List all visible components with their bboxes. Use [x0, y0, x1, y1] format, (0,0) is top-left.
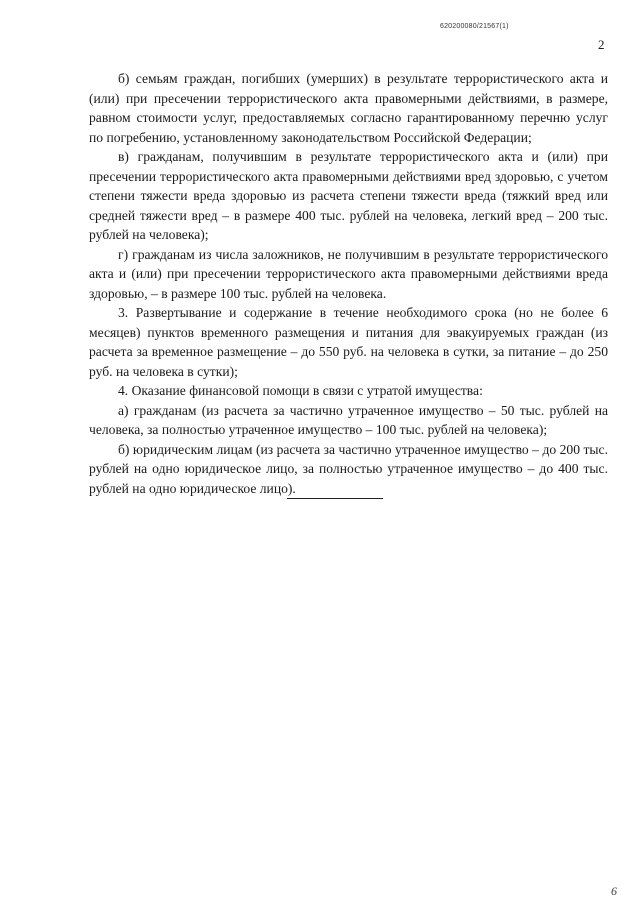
document-body — [89, 69, 608, 498]
corner-mark: 6 — [611, 884, 617, 898]
paragraph-4-financial-aid: 4. Оказание финансовой помощи в связи с утратой имущества: — [118, 383, 483, 398]
document-id: 620200080/21567(1) — [440, 23, 509, 30]
page-number: 2 — [598, 37, 605, 52]
paragraph-b-legal-entities: б) юридическим лицам (из расчета за частично утраченное имущество – до 200 тыс. рублей на одно юридическое лицо, за полностью утраченное имущество – до 400 тыс. рублей на одно юридическое лицо). — [89, 441, 608, 496]
paragraph-3-temporary-housing: 3. Развертывание и содержание в течение необходимого срока (но не более 6 месяцев) пунктов временного размещения и питания для эвакуируемых граждан (из расчета за временное размещение – до 550 руб. на человека в сутки, за питание – до 250 руб. на человека в сутки); — [89, 305, 608, 379]
paragraph-v-injured: в) гражданам, получившим в результате террористического акта и (или) при пресечении террористического акта правомерными действиями вред здоровью, с учетом степени тяжести вреда здоровью из расчета степени тяжести вреда (тяжкий вред или средней тяжести вред – в размере 400 тыс. рублей на человека, легкий вред – 200 тыс. рублей на человека); — [89, 149, 608, 242]
paragraph-g-hostages: г) гражданам из числа заложников, не получившим в результате террористического акта и (или) при пресечении террористического акта правомерными действиями вреда здоровью, – в размере 100 тыс. рублей на человека. — [89, 246, 608, 301]
paragraph-b-families: б) семьям граждан, погибших (умерших) в результате террористического акта и (или) при пресечении террористического акта правомерными действиями, в размере, равном стоимости услуг, предоставляемых согласно гарантированному перечню услуг по погребению, установленному законодательством Российской Федерации; — [89, 71, 608, 145]
paragraph-a-citizens: а) гражданам (из расчета за частично утраченное имущество – 50 тыс. рублей на человека, за полностью утраченное имущество – 100 тыс. рублей на человека); — [89, 402, 608, 437]
end-of-document-rule — [287, 498, 383, 499]
